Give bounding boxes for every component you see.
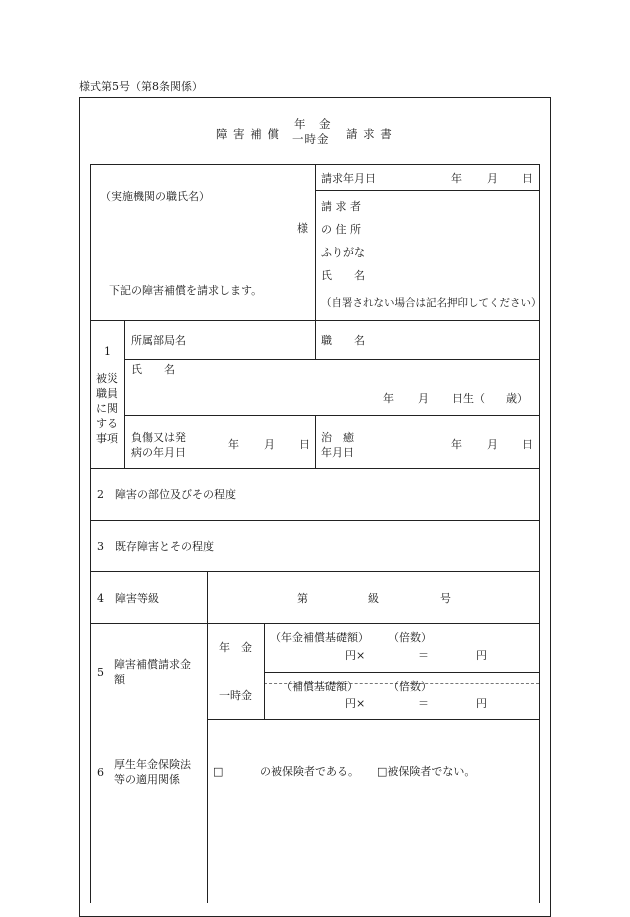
claim-month: 月 [487, 172, 498, 185]
injury-year: 年 [228, 438, 239, 451]
section3-label: 3 既存障害とその程度 [97, 540, 214, 553]
title-left: 障 害 補 償 [216, 127, 280, 141]
cure-date-label-1: 治 癒 [321, 431, 354, 444]
injury-date-label-2: 病の年月日 [131, 446, 186, 459]
furigana-label: ふりがな [321, 246, 365, 259]
row-line [124, 415, 539, 416]
injury-day: 日 [299, 438, 310, 451]
job-label: 職 名 [321, 334, 365, 347]
table-right-border [539, 164, 540, 903]
lump-multiplier-label: （倍数） [388, 680, 432, 693]
grade-go: 号 [440, 592, 451, 605]
lump-basis-label: （補償基礎額） [281, 680, 358, 693]
cure-date-label-2: 年月日 [321, 446, 354, 459]
row-line [90, 468, 539, 469]
col-line [264, 623, 265, 719]
claimant-name-label: 氏 名 [321, 269, 365, 282]
pension-equals: ＝ [418, 649, 429, 662]
grade-dai: 第 [297, 592, 308, 605]
dept-label: 所属部局名 [131, 334, 186, 347]
injury-date-label-1: 負傷又は発 [131, 431, 186, 444]
lump-label: 一時金 [219, 689, 252, 702]
seal-note: （自署されない場合は記名押印してください） [321, 297, 542, 309]
col-line [124, 320, 125, 468]
col-line [315, 415, 316, 468]
section6-label-2: 等の適用関係 [114, 773, 180, 786]
agency-label: （実施機関の職氏名） [100, 190, 210, 203]
injury-month: 月 [264, 438, 275, 451]
pension-yen: 円 [476, 649, 487, 662]
row-line [315, 190, 539, 191]
col-line [315, 164, 316, 320]
title-pension: 年 金 [294, 117, 332, 131]
section6-label-1: 厚生年金保険法 [114, 758, 191, 771]
pension-yen-times: 円× [345, 649, 366, 662]
lump-yen: 円 [476, 697, 487, 710]
not-insured-option[interactable]: □被保険者でない。 [377, 765, 476, 778]
section5-label-1: 障害補償請求金 [114, 658, 191, 671]
claim-statement: 下記の障害補償を請求します。 [109, 284, 263, 297]
col-line [315, 320, 316, 359]
sama-label: 様 [297, 222, 308, 235]
form-number: 様式第5号（第8条関係） [79, 80, 203, 93]
row-line [207, 719, 539, 720]
table-left-border [90, 164, 91, 903]
section5-number: 5 [97, 666, 104, 679]
section6-number: 6 [97, 766, 104, 779]
cure-year: 年 [451, 438, 462, 451]
birth-year: 年 [383, 392, 394, 405]
section4-label: 4 障害等級 [97, 592, 159, 605]
cure-day: 日 [522, 438, 533, 451]
section1-number: 1 [104, 345, 111, 358]
title-lump: 一時金 [292, 132, 330, 146]
section2-label: 2 障害の部位及びその程度 [97, 488, 236, 501]
row-line [264, 672, 539, 673]
cure-month: 月 [487, 438, 498, 451]
pension-basis-label: （年金補償基礎額） [270, 631, 369, 644]
section5-label-2: 額 [114, 673, 125, 686]
row-line [90, 623, 539, 624]
row-line [90, 571, 539, 572]
insured-label: の被保険者である。 [260, 765, 359, 778]
section1-label: 被災 職員 に関 する 事項 [96, 372, 118, 445]
claimant-label-1: 請 求 者 [321, 200, 361, 213]
insured-checkbox[interactable]: □ [213, 765, 224, 778]
lump-equals: ＝ [418, 697, 429, 710]
birth-day-age: 日生（ [452, 392, 485, 405]
claim-day: 日 [522, 172, 533, 185]
age-close: 歳） [506, 392, 528, 405]
birth-month: 月 [418, 392, 429, 405]
title-right: 請 求 書 [346, 127, 393, 141]
col-line [207, 571, 208, 903]
pension-label: 年 金 [219, 641, 252, 654]
claim-year: 年 [451, 172, 462, 185]
pension-multiplier-label: （倍数） [388, 631, 432, 644]
grade-kyu: 級 [368, 592, 379, 605]
claim-date-label: 請求年月日 [321, 172, 376, 185]
claimant-label-2: の 住 所 [321, 223, 361, 236]
row-line [124, 359, 539, 360]
lump-yen-times: 円× [345, 697, 366, 710]
row-line [90, 520, 539, 521]
victim-name-label: 氏 名 [131, 363, 175, 376]
